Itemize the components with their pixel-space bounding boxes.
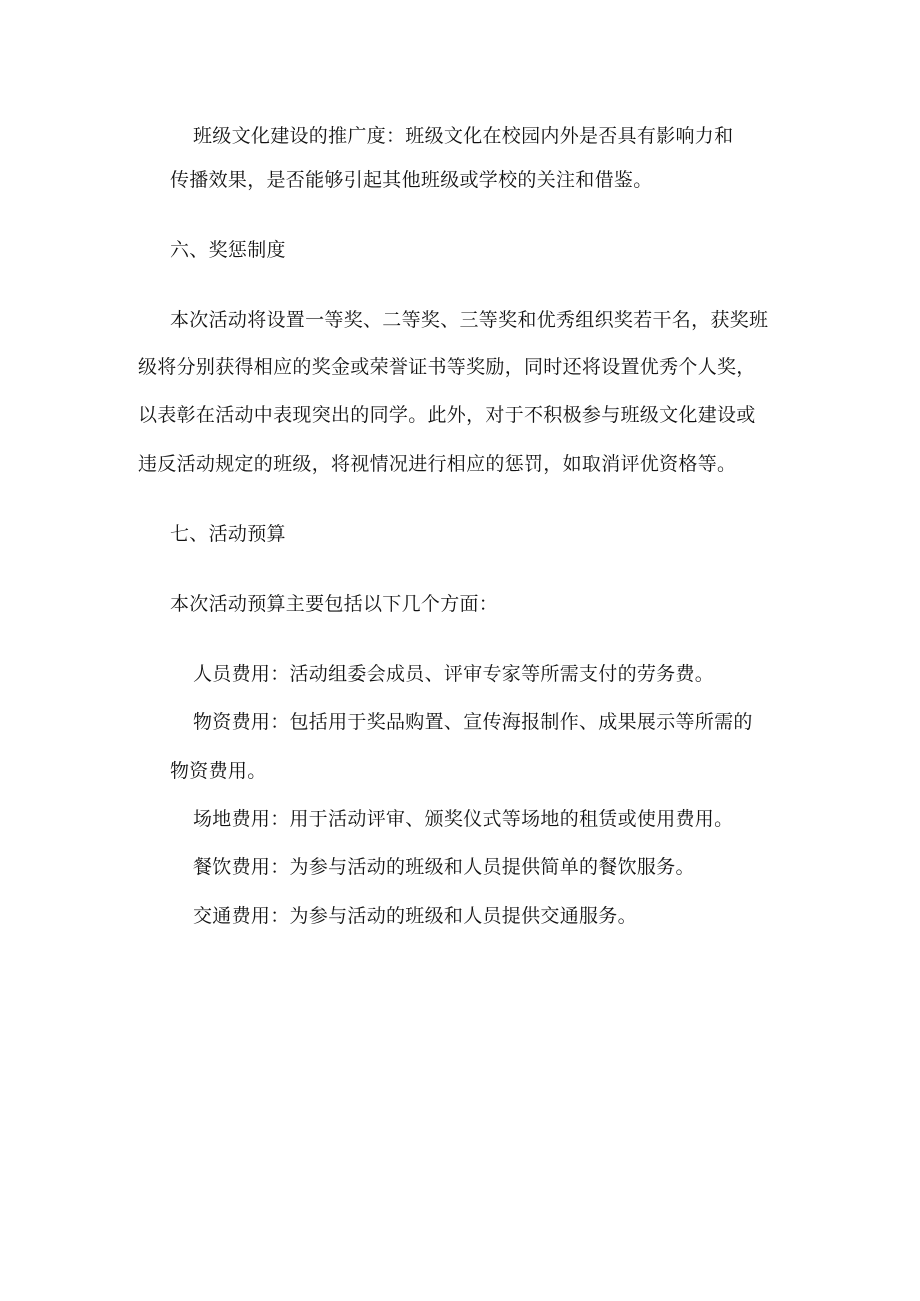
budget-item-transport: 交通费用：为参与活动的班级和人员提供交通服务。 (193, 905, 637, 927)
rewards-paragraph-line-3: 以表彰在活动中表现突出的同学。此外，对于不积极参与班级文化建设或 (138, 404, 756, 426)
rewards-paragraph-line-1: 本次活动将设置一等奖、二等奖、三等奖和优秀组织奖若干名，获奖班 (170, 309, 769, 331)
section-heading-budget: 七、活动预算 (170, 523, 286, 545)
section-heading-rewards: 六、奖惩制度 (170, 239, 286, 261)
budget-item-materials-line-2: 物资费用。 (170, 760, 267, 782)
budget-item-catering: 餐饮费用：为参与活动的班级和人员提供简单的餐饮服务。 (193, 856, 695, 878)
budget-intro: 本次活动预算主要包括以下几个方面： (170, 593, 499, 615)
rewards-paragraph-line-2: 级将分别获得相应的奖金或荣誉证书等奖励，同时还将设置优秀个人奖， (138, 356, 756, 378)
budget-item-personnel: 人员费用：活动组委会成员、评审专家等所需支付的劳务费。 (193, 663, 715, 685)
promotion-criterion-line-2: 传播效果，是否能够引起其他班级或学校的关注和借鉴。 (170, 169, 653, 191)
promotion-criterion-line-1: 班级文化建设的推广度：班级文化在校园内外是否具有影响力和 (193, 125, 734, 147)
budget-item-materials-line-1: 物资费用：包括用于奖品购置、宣传海报制作、成果展示等所需的 (193, 711, 753, 733)
rewards-paragraph-line-4: 违反活动规定的班级，将视情况进行相应的惩罚，如取消评优资格等。 (138, 453, 737, 475)
budget-item-venue: 场地费用：用于活动评审、颁奖仪式等场地的租赁或使用费用。 (193, 808, 734, 830)
